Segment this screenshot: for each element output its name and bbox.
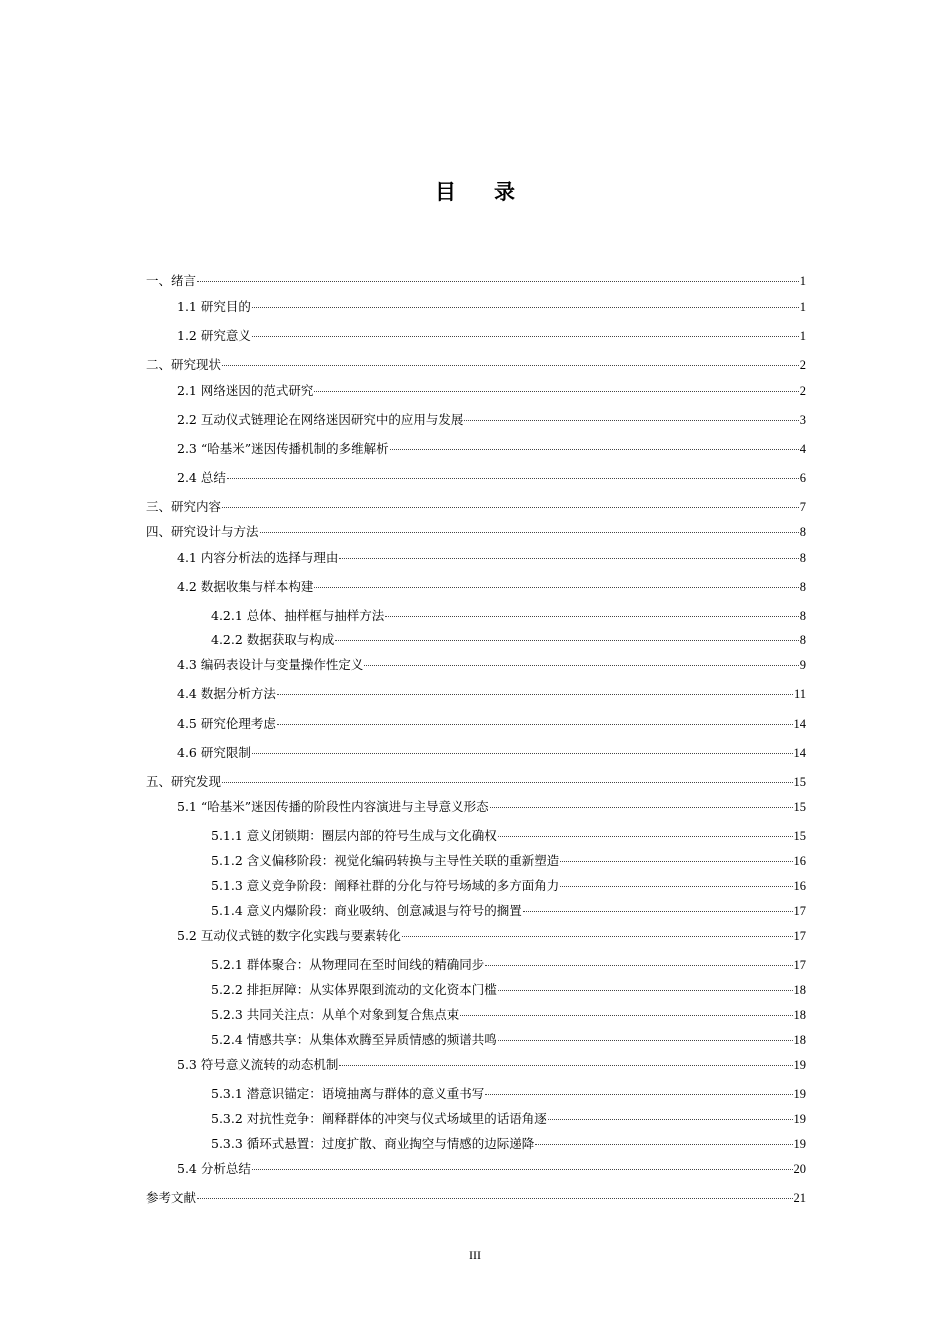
toc-entry-page: 16	[793, 879, 806, 893]
toc-entry-title: 四、研究设计与方法	[146, 524, 259, 539]
toc-entry-title: 5.3.1 潜意识锚定：语境抽离与群体的意义重书写	[211, 1086, 485, 1101]
toc-entry-page: 19	[793, 1112, 806, 1126]
toc-entry-page: 15	[793, 829, 806, 843]
toc-entry-title: 2.4 总结	[177, 470, 226, 485]
toc-entry-title: 1.1 研究目的	[177, 299, 251, 314]
dot-leader	[227, 477, 799, 479]
toc-entry-title: 2.3 “哈基米”迷因传播机制的多维解析	[177, 441, 389, 456]
toc-entry[interactable]	[211, 1111, 806, 1127]
toc-entry[interactable]	[211, 608, 806, 624]
toc-entry-title: 5.1.3 意义竞争阶段：阐释社群的分化与符号场域的多方面角力	[211, 878, 560, 893]
dot-leader	[485, 964, 792, 966]
dot-leader	[260, 531, 799, 533]
toc-entry-page: 14	[793, 746, 806, 760]
toc-entry-page: 17	[793, 904, 806, 918]
dot-leader	[560, 885, 792, 887]
page-title: 目录	[435, 180, 553, 204]
dot-leader	[197, 280, 799, 282]
toc-entry-title: 5.1.2 含义偏移阶段：视觉化编码转换与主导性关联的重新塑造	[211, 853, 560, 868]
toc-entry[interactable]	[211, 982, 806, 998]
toc-entry-title: 5.2 互动仪式链的数字化实践与要素转化	[177, 928, 401, 943]
dot-leader	[485, 1093, 792, 1095]
dot-leader	[252, 1168, 793, 1170]
toc-entry[interactable]	[211, 903, 806, 919]
toc-entry-page: 19	[793, 1058, 806, 1072]
toc-entry-title: 4.2.1 总体、抽样框与抽样方法	[211, 608, 385, 623]
toc-entry-title: 4.3 编码表设计与变量操作性定义	[177, 657, 364, 672]
page-number: III	[469, 1248, 481, 1262]
toc-entry[interactable]	[211, 957, 806, 973]
toc-entry[interactable]	[211, 828, 806, 844]
toc-entry[interactable]	[146, 1190, 806, 1206]
toc-entry-page: 1	[799, 300, 806, 314]
dot-leader	[339, 557, 798, 559]
dot-leader	[314, 390, 798, 392]
toc-entry-title: 五、研究发现	[146, 774, 222, 789]
toc-entry-title: 1.2 研究意义	[177, 328, 251, 343]
toc-entry-title: 4.4 数据分析方法	[177, 686, 276, 701]
toc-entry-page: 2	[799, 384, 806, 398]
toc-entry-title: 4.1 内容分析法的选择与理由	[177, 550, 339, 565]
dot-leader	[548, 1118, 793, 1120]
toc-entry-page: 19	[793, 1087, 806, 1101]
toc-entry-page: 15	[793, 775, 806, 789]
toc-entry[interactable]	[211, 1007, 806, 1023]
toc-entry-page: 17	[793, 958, 806, 972]
dot-leader	[222, 506, 799, 508]
toc-entry[interactable]	[177, 441, 806, 457]
dot-leader	[490, 806, 793, 808]
toc-entry[interactable]	[177, 686, 806, 702]
toc-entry[interactable]	[177, 928, 806, 944]
dot-leader	[314, 586, 798, 588]
toc-entry-title: 5.2.3 共同关注点：从单个对象到复合焦点束	[211, 1007, 460, 1022]
toc-entry-page: 8	[799, 525, 806, 539]
toc-entry[interactable]	[211, 1136, 806, 1152]
toc-entry-page: 1	[799, 329, 806, 343]
toc-entry-page: 4	[799, 442, 806, 456]
toc-entry-page: 8	[799, 551, 806, 565]
toc-entry-title: 二、研究现状	[146, 357, 222, 372]
toc-entry-title: 4.2 数据收集与样本构建	[177, 579, 314, 594]
toc-entry-page: 9	[799, 658, 806, 672]
toc-entry[interactable]	[177, 412, 806, 428]
toc-entry-title: 一、绪言	[146, 273, 197, 288]
dot-leader	[460, 1014, 792, 1016]
toc-entry-page: 8	[799, 633, 806, 647]
dot-leader	[339, 1064, 792, 1066]
toc-entry-title: 5.2.4 情感共享：从集体欢腾至异质情感的频谱共鸣	[211, 1032, 497, 1047]
toc-entry-page: 20	[793, 1162, 806, 1176]
toc-entry[interactable]	[177, 299, 806, 315]
toc-entry[interactable]	[211, 1032, 806, 1048]
toc-entry-title: 2.2 互动仪式链理论在网络迷因研究中的应用与发展	[177, 412, 464, 427]
dot-leader	[385, 615, 798, 617]
toc-entry[interactable]	[177, 799, 806, 815]
toc-entry-title: 5.2.1 群体聚合：从物理同在至时间线的精确同步	[211, 957, 485, 972]
dot-leader	[498, 1039, 793, 1041]
toc-entry[interactable]	[211, 878, 806, 894]
toc-entry-title: 5.3.2 对抗性竞争：阐释群体的冲突与仪式场域里的话语角逐	[211, 1111, 547, 1126]
toc-entry-page: 19	[793, 1137, 806, 1151]
toc-entry[interactable]	[146, 774, 806, 790]
dot-leader	[277, 723, 793, 725]
toc-entry-page: 1	[799, 274, 806, 288]
toc-entry-page: 14	[793, 717, 806, 731]
toc-entry-title: 5.1.4 意义内爆阶段：商业吸纳、创意减退与符号的搁置	[211, 903, 522, 918]
toc-entry[interactable]	[177, 470, 806, 486]
toc-entry-title: 5.1.1 意义闭锁期：圈层内部的符号生成与文化确权	[211, 828, 497, 843]
toc-entry-title: 5.1 “哈基米”迷因传播的阶段性内容演进与主导意义形态	[177, 799, 489, 814]
toc-entry[interactable]	[177, 579, 806, 595]
toc-entry-title: 4.5 研究伦理考虑	[177, 716, 276, 731]
toc-entry-page: 7	[799, 500, 806, 514]
dot-leader	[222, 364, 799, 366]
toc-entry[interactable]	[146, 499, 806, 515]
toc-entry[interactable]	[146, 273, 806, 289]
toc-entry-page: 11	[793, 687, 806, 701]
toc-entry-title: 5.3.3 循环式悬置：过度扩散、商业掏空与情感的边际递降	[211, 1136, 535, 1151]
toc-entry[interactable]	[177, 745, 806, 761]
toc-entry-page: 18	[793, 1033, 806, 1047]
dot-leader	[222, 781, 792, 783]
dot-leader	[390, 448, 799, 450]
dot-leader	[364, 664, 798, 666]
toc-entry-title: 5.2.2 排拒屏障：从实体界限到流动的文化资本门槛	[211, 982, 497, 997]
toc-entry-title: 2.1 网络迷因的范式研究	[177, 383, 314, 398]
dot-leader	[335, 639, 798, 641]
toc-entry-page: 18	[793, 1008, 806, 1022]
toc-entry[interactable]	[177, 1057, 806, 1073]
toc-entry-page: 17	[793, 929, 806, 943]
toc-entry[interactable]	[146, 524, 806, 540]
dot-leader	[498, 989, 793, 991]
dot-leader	[277, 693, 793, 695]
toc-entry[interactable]	[177, 1161, 806, 1177]
toc-entry-title: 5.4 分析总结	[177, 1161, 251, 1176]
toc-entry-title: 4.2.2 数据获取与构成	[211, 632, 335, 647]
toc-entry-page: 16	[793, 854, 806, 868]
toc-entry[interactable]	[177, 383, 806, 399]
toc-entry[interactable]	[146, 357, 806, 373]
toc-entry[interactable]	[177, 657, 806, 673]
toc-entry-page: 2	[799, 358, 806, 372]
dot-leader	[498, 835, 793, 837]
toc-entry[interactable]	[211, 853, 806, 869]
dot-leader	[252, 306, 799, 308]
toc-entry[interactable]	[211, 1086, 806, 1102]
toc-entry-page: 18	[793, 983, 806, 997]
toc-entry-title: 4.6 研究限制	[177, 745, 251, 760]
toc-entry[interactable]	[177, 328, 806, 344]
dot-leader	[464, 419, 798, 421]
toc-entry-title: 三、研究内容	[146, 499, 222, 514]
toc-entry[interactable]	[177, 716, 806, 732]
toc-entry-page: 8	[799, 580, 806, 594]
toc-entry[interactable]	[211, 632, 806, 648]
dot-leader	[560, 860, 792, 862]
dot-leader	[252, 335, 799, 337]
dot-leader	[252, 752, 793, 754]
toc-entry-page: 3	[799, 413, 806, 427]
toc-entry[interactable]	[177, 550, 806, 566]
dot-leader	[535, 1143, 792, 1145]
toc-entry-title: 参考文献	[146, 1190, 197, 1205]
dot-leader	[197, 1197, 792, 1199]
toc-entry-page: 6	[799, 471, 806, 485]
dot-leader	[402, 935, 793, 937]
dot-leader	[523, 910, 793, 912]
toc-entry-page: 15	[793, 800, 806, 814]
toc-entry-page: 21	[793, 1191, 806, 1205]
toc-entry-page: 8	[799, 609, 806, 623]
toc-entry-title: 5.3 符号意义流转的动态机制	[177, 1057, 339, 1072]
